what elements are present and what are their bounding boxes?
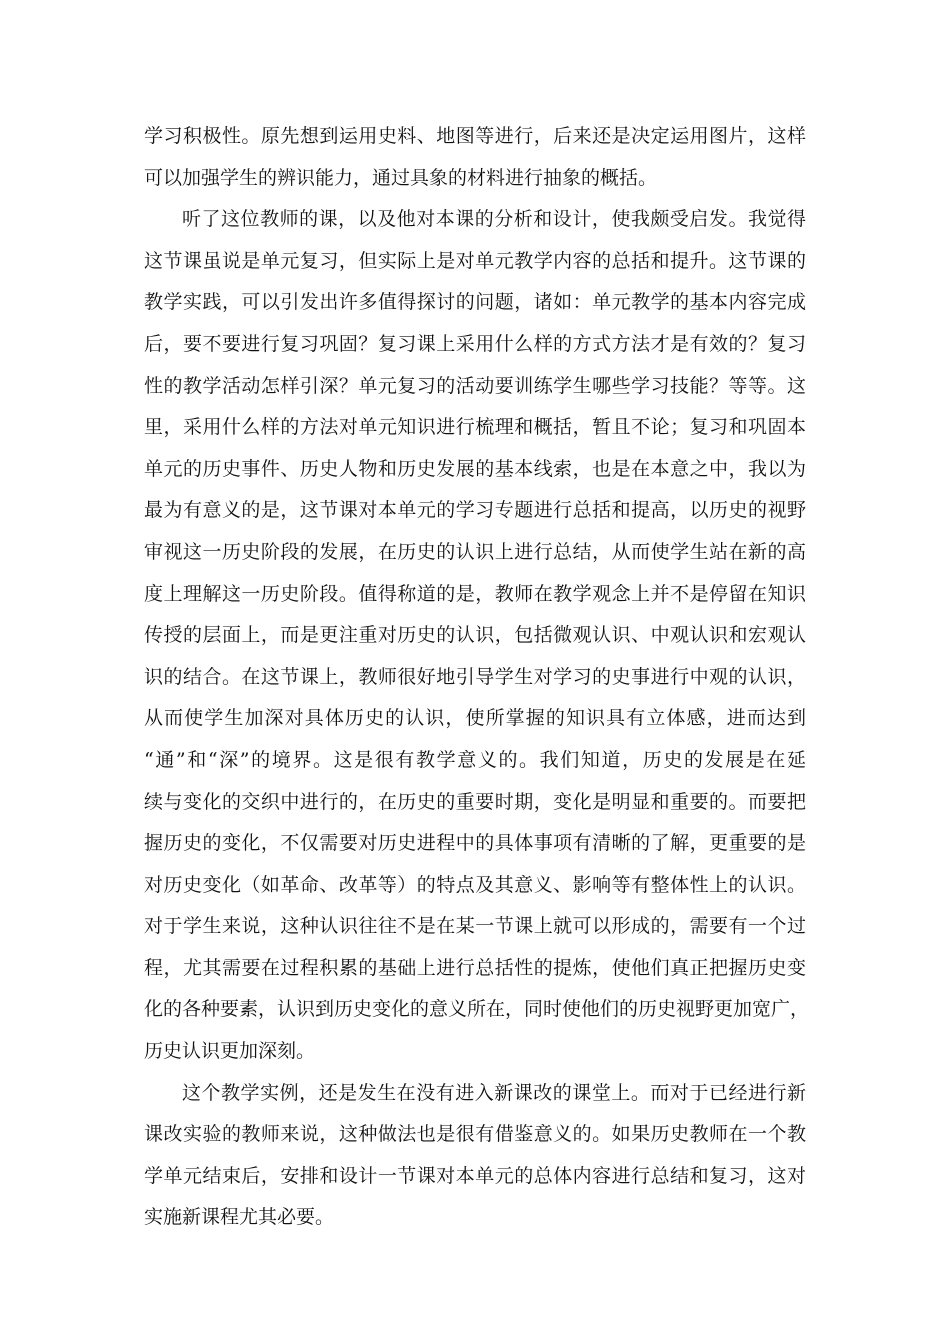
text-line: 历史认识更加深刻。 [144, 1040, 316, 1063]
text-line: 对于学生来说，这种认识往往不是在某一节课上就可以形成的，需要有一个过 [144, 915, 806, 938]
paragraph [144, 116, 806, 199]
text-line: 续与变化的交织中进行的，在历史的重要时期，变化是明显和重要的。而要把 [144, 790, 806, 813]
paragraph [144, 1073, 806, 1239]
paragraph [144, 199, 810, 1072]
text-line: 听了这位教师的课，以及他对本课的分析和设计，使我颇受启发。我觉得 [182, 208, 806, 231]
text-line: 后，要不要进行复习巩固？复习课上采用什么样的方式方法才是有效的？复习 [144, 332, 806, 355]
text-line: 握历史的变化，不仅需要对历史进程中的具体事项有清晰的了解，更重要的是 [144, 832, 806, 855]
text-line: 单元的历史事件、历史人物和历史发展的基本线索，也是在本意之中，我以为 [144, 457, 806, 480]
text-line: 对历史变化（如革命、改革等）的特点及其意义、影响等有整体性上的认识。 [144, 873, 806, 896]
text-line: 程，尤其需要在过程积累的基础上进行总括性的提炼，使他们真正把握历史变 [144, 956, 806, 979]
text-line: 课改实验的教师来说，这种做法也是很有借鉴意义的。如果历史教师在一个教 [144, 1123, 806, 1146]
text-line: 教学实践，可以引发出许多值得探讨的问题，诸如：单元教学的基本内容完成 [144, 291, 806, 314]
text-line: 度上理解这一历史阶段。值得称道的是，教师在教学观念上并不是停留在知识 [144, 582, 806, 605]
text-line: 化的各种要素，认识到历史变化的意义所在，同时使他们的历史视野更加宽广， [144, 998, 810, 1021]
text-line: 可以加强学生的辨识能力，通过具象的材料进行抽象的概括。 [144, 166, 658, 189]
text-line: 实施新课程尤其必要。 [144, 1206, 335, 1229]
text-line: 从而使学生加深对具体历史的认识，使所掌握的知识具有立体感，进而达到 [144, 707, 806, 730]
text-line: 传授的层面上，而是更注重对历史的认识，包括微观认识、中观认识和宏观认 [144, 624, 806, 647]
text-line: 最为有意义的是，这节课对本单元的学习专题进行总括和提高，以历史的视野 [144, 499, 806, 522]
text-line: 审视这一历史阶段的发展，在历史的认识上进行总结，从而使学生站在新的高 [144, 540, 806, 563]
text-line: 这个教学实例，还是发生在没有进入新课改的课堂上。而对于已经进行新 [182, 1081, 806, 1104]
text-line: 学单元结束后，安排和设计一节课对本单元的总体内容进行总结和复习，这对 [144, 1164, 806, 1187]
text-line: 识的结合。在这节课上，教师很好地引导学生对学习的史事进行中观的认识， [144, 665, 806, 688]
text-line: 学习积极性。原先想到运用史料、地图等进行，后来还是决定运用图片，这样 [144, 125, 806, 147]
text-line: 性的教学活动怎样引深？单元复习的活动要训练学生哪些学习技能？等等。这 [144, 374, 806, 397]
text-line: 这节课虽说是单元复习，但实际上是对单元教学内容的总括和提升。这节课的 [144, 249, 806, 272]
text-line: “通”和“深”的境界。这是很有教学意义的。我们知道，历史的发展是在延 [144, 748, 806, 771]
document-page [144, 116, 810, 1239]
text-line: 里，采用什么样的方法对单元知识进行梳理和概括，暂且不论；复习和巩固本 [144, 416, 806, 439]
